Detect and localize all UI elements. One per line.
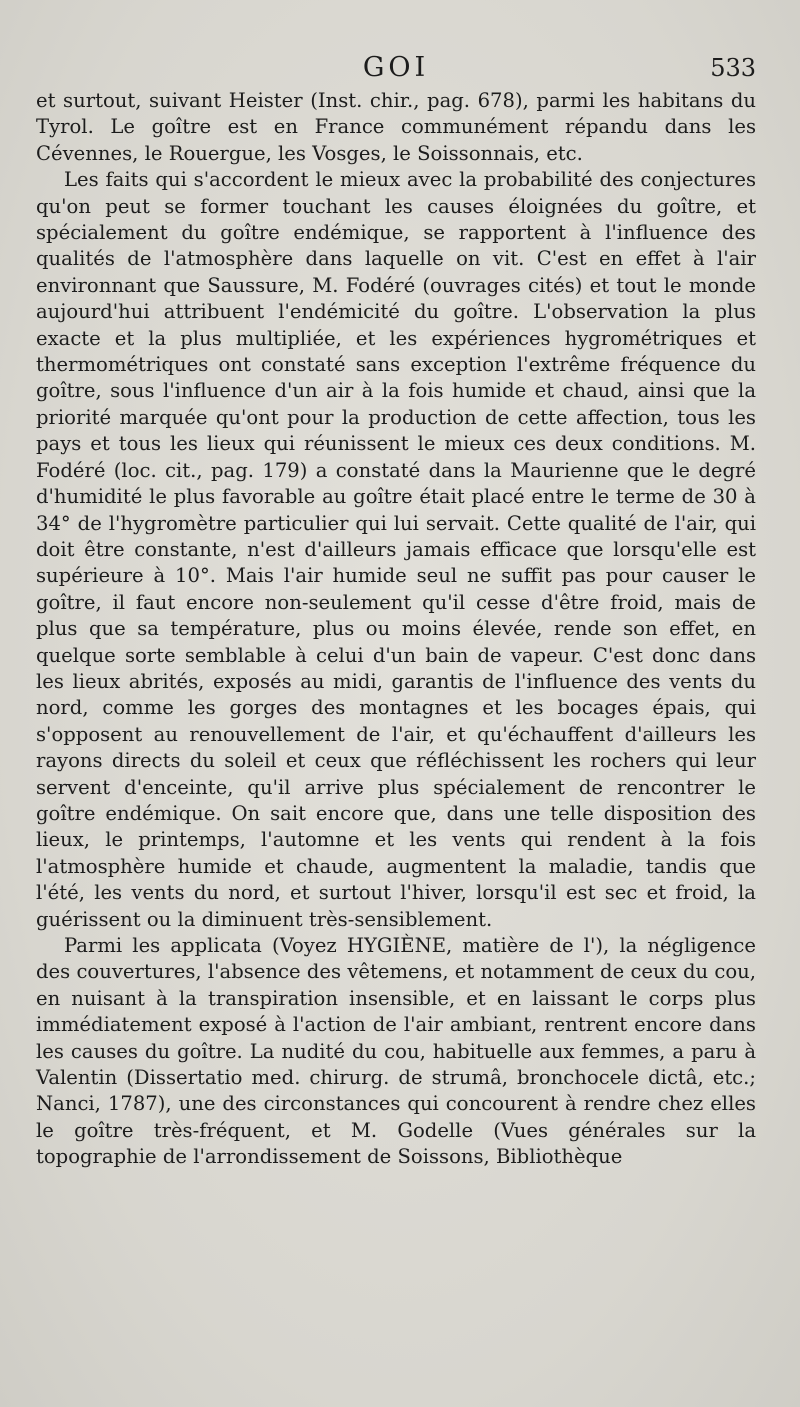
paragraph-applicata: Parmi les applicata (Voyez HYGIÈNE, matière de l'), la négligence des couvertures, l'absence des vêtemens, et notamment de ceux du cou, en nuisant à la transpiration insensible, et en laissant le corps plus immédiatement exposé à l'action de l'air ambiant, rentrent encore dans les causes du goître. La nudité du cou, habituelle aux femmes, a paru à Valentin (Dissertatio med. chirurg. de strumâ, bronchocele dictâ, etc.; Nanci, 1787), une des circonstances qui concourent à rendre chez elles le goître très-fréquent, et M. Godelle (Vues générales sur la topographie de l'arrondissement de Soissons, Bibliothèque bbox=[36, 934, 756, 1169]
page-header bbox=[36, 52, 756, 88]
running-head: GOI bbox=[362, 52, 430, 83]
body-text bbox=[36, 88, 756, 1171]
page-number: 533 bbox=[710, 54, 756, 82]
paragraph-continuation: et surtout, suivant Heister (Inst. chir., pag. 678), parmi les habitans du Tyrol. Le goître est en France communément répandu dans les Cévennes, le Rouergue, les Vosges, le Soissonnais, etc. bbox=[36, 89, 756, 165]
paragraph-causes-atmosphere: Les faits qui s'accordent le mieux avec la probabilité des conjectures qu'on peut se former touchant les causes éloignées du goître, et spécialement du goître endémique, se rapportent à l'influence des qualités de l'atmosphère dans laquelle on vit. C'est en effet à l'air environnant que Saussure, M. Fodéré (ouvrages cités) et tout le monde aujourd'hui attribuent l'endémicité du goître. L'observation la plus exacte et la plus multipliée, et les expériences hygrométriques et thermométriques ont constaté sans exception l'extrême fréquence du goître, sous l'influence d'un air à la fois humide et chaud, ainsi que la priorité marquée qu'ont pour la production de cette affection, tous les pays et tous les lieux qui réunissent le mieux ces deux conditions. M. Fodéré (loc. cit., pag. 179) a constaté dans la Maurienne que le degré d'humidité le plus favorable au goître était placé entre le terme de 30 à 34° de l'hygromètre particulier qui lui servait. Cette qualité de l'air, qui doit être constante, n'est d'ailleurs jamais efficace que lorsqu'elle est supérieure à 10°. Mais l'air humide seul ne suffit pas pour causer le goître, il faut encore non-seulement qu'il cesse d'être froid, mais de plus que sa température, plus ou moins élevée, rende son effet, en quelque sorte semblable à celui d'un bain de vapeur. C'est donc dans les lieux abrités, exposés au midi, garantis de l'influence des vents du nord, comme les gorges des montagnes et les bocages épais, qui s'opposent au renouvellement de l'air, et qu'échauffent d'ailleurs les rayons directs du soleil et ceux que réfléchissent les rochers qui leur servent d'enceinte, qu'il arrive plus spécialement de rencontrer le goître endémique. On sait encore que, dans une telle disposition des lieux, le printemps, l'automne et les vents qui rendent à la fois l'atmosphère humide et chaude, augmentent la maladie, tandis que l'été, les vents du nord, et surtout l'hiver, lorsqu'il est sec et froid, la guérissent ou la diminuent très-sensiblement. bbox=[36, 168, 756, 931]
